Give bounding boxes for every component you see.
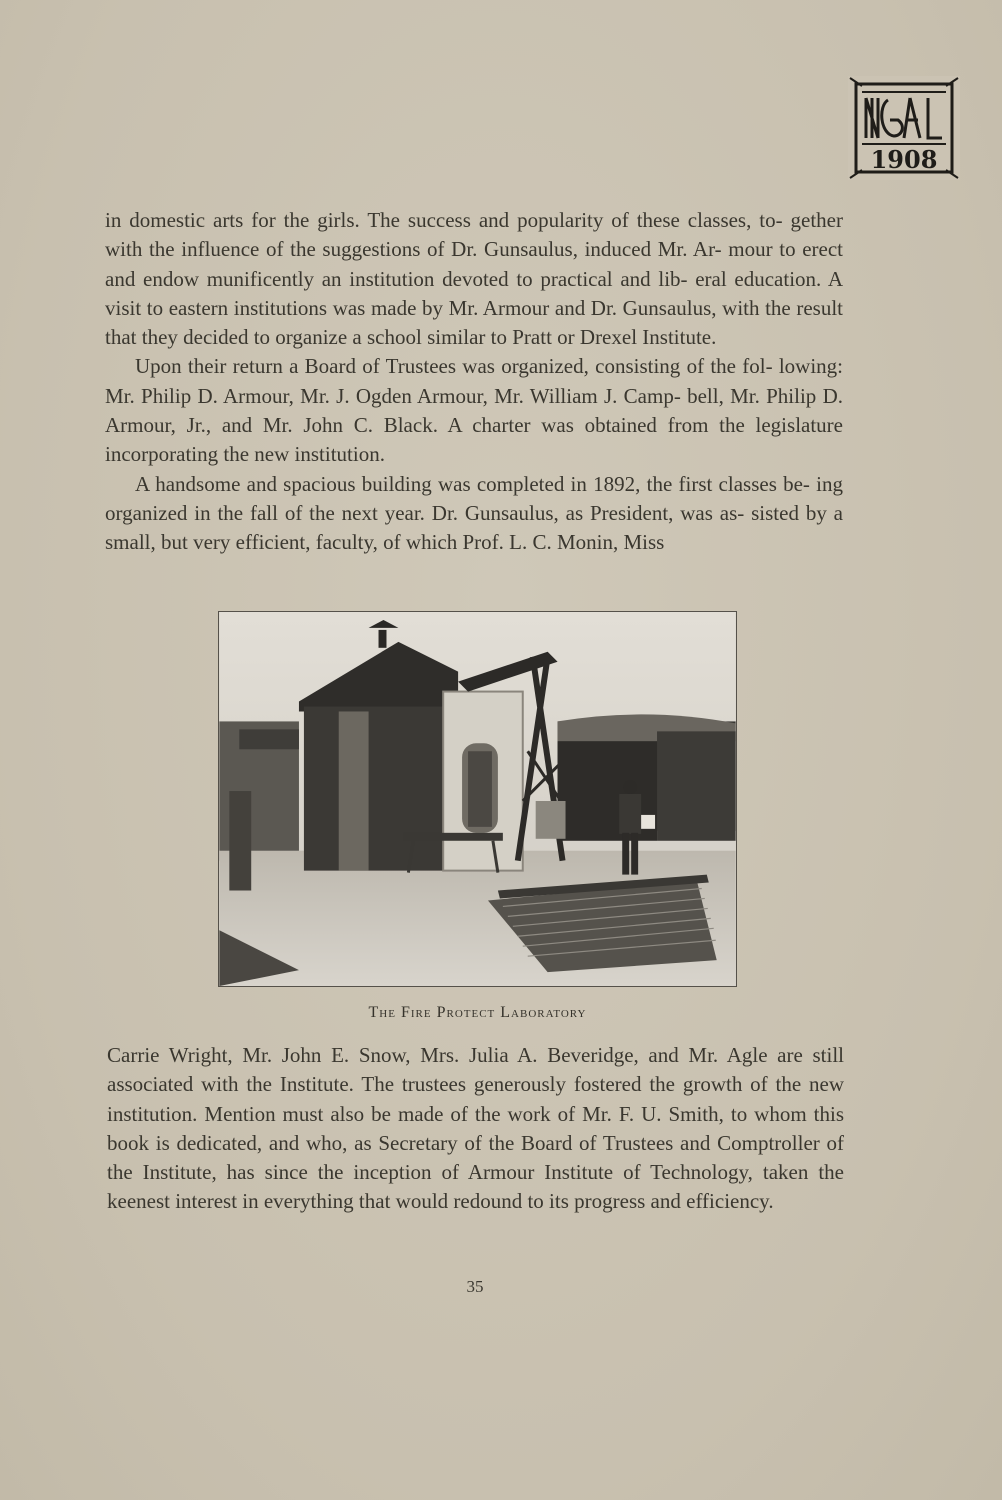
body-text-bottom — [107, 1041, 844, 1217]
page-number: 35 — [466, 1277, 484, 1296]
photo-caption: The Fire Protect Laboratory — [368, 1004, 587, 1021]
paragraph: A handsome and spacious building was completed in 1892, the first classes be- ing organized in the fall of the next year. Dr. Gunsaulus, as President, was as- sisted by a small, but very efficient, faculty, of which Prof. L. C. Monin, Miss — [105, 471, 843, 555]
logo-year: 1908 — [870, 145, 938, 174]
paragraph: in domestic arts for the girls. The success and popularity of these classes, to- gether with the influence of the suggestions of Dr. Gunsaulus, induced Mr. Ar- mour to erect and endow munificently an institution devoted to practical and lib- eral education. A visit to eastern institutions was made by Mr. Armour and Dr. Gunsaulus, with the result that they decided to organize a school similar to Pratt or Drexel Institute. — [105, 208, 843, 350]
paragraph: Upon their return a Board of Trustees was organized, consisting of the fol- lowing: Mr. Philip D. Armour, Mr. J. Ogden Armour, Mr. William J. Camp- bell, Mr. Philip D. Armour, Jr., and Mr. John C. Black. A charter was obtained from the legislature incorporating the new institution. — [105, 354, 843, 467]
paragraph: Carrie Wright, Mr. John E. Snow, Mrs. Julia A. Beveridge, and Mr. Agle are still associated with the Institute. The trustees generously fostered the growth of the new institution. Mention must also be made of the work of Mr. F. U. Smith, to whom this book is dedicated, and who, as Secretary of the Board of Trustees and Comptroller of the Institute, has since the inception of Armour Institute of Technology, taken the keenest interest in everything that would redound to its progress and efficiency. — [107, 1043, 844, 1214]
laboratory-photograph — [218, 611, 737, 987]
body-text-top — [105, 206, 843, 558]
yearbook-monogram-icon — [848, 76, 960, 180]
